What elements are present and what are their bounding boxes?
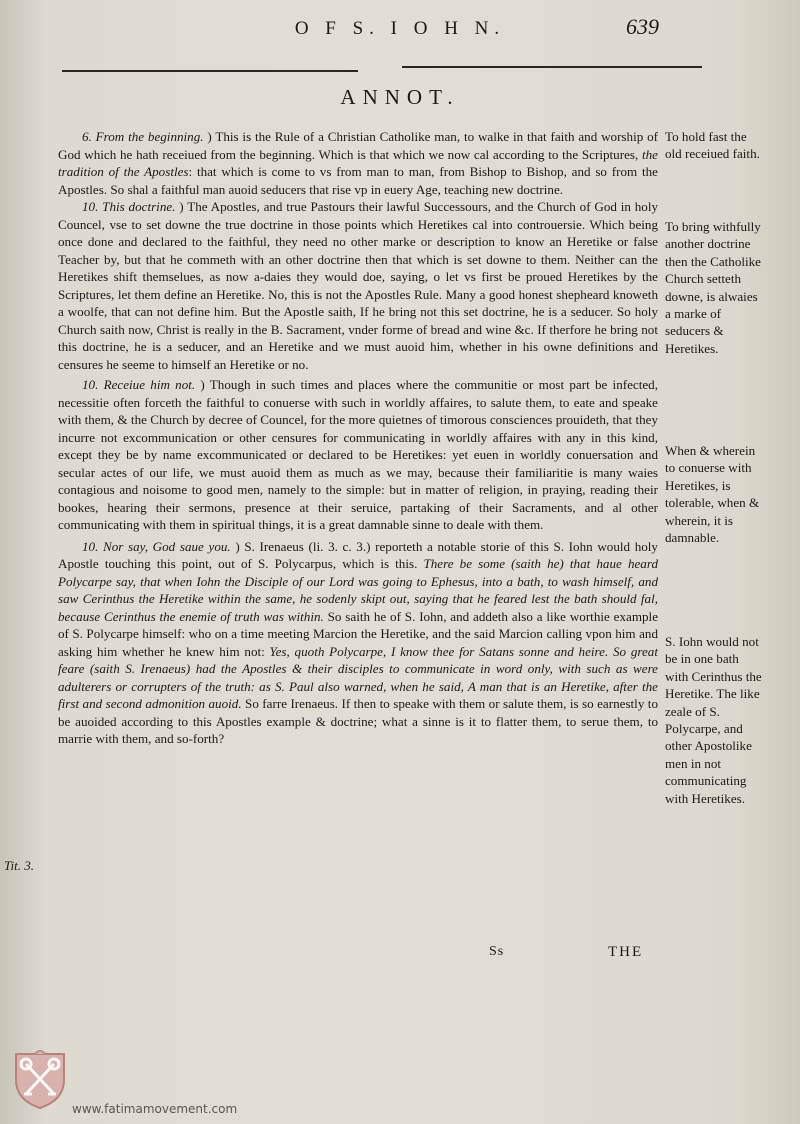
annotation-lemma: 10. Receiue him not. <box>82 377 196 392</box>
watermark-url: www.fatimamovement.com <box>72 1102 238 1116</box>
marginal-note: To bring withfully another doctrine then the Catholike Church setteth downe, is alwaies a marke of seducers & Heretikes. <box>665 219 761 356</box>
annotation-quote: Yes, quoth Polycarpe, I know thee for Satans sonne and heire. So great feare (saith S. Irenaeus) had the Apostles & their disciples to communicate in word only, with such as were adulterers or corrupters of the truth: as S. Paul also warned, when he said, A man that is an Heretike, after the first and second admonition auoid. <box>58 643 658 711</box>
annotation-paragraph <box>58 128 658 198</box>
annotation-text: : that which is come to vs from man to man, from Bishop to Bishop, and so from the Apostles. So shal a faithful man auoid seducers that rise vp in euery Age, teaching new doctrine. <box>58 164 658 197</box>
running-head: O F S. I O H N. <box>294 18 506 39</box>
section-title: ANNOT. <box>340 85 460 109</box>
marginal-note: To hold fast the old receiued faith. <box>665 129 760 162</box>
annotation-paragraph <box>58 376 658 534</box>
marginal-note: When & wherein to conuerse with Heretikes, is tolerable, when & wherein, it is damnable. <box>665 443 760 546</box>
scripture-reference: Tit. 3. <box>4 858 34 873</box>
annotation-text: ) S. Irenaeus (li. 3. c. 3.) reporteth a notable storie of this S. Iohn would holy Apostle touching this point, out of S. Polycarpus, which is this. <box>58 538 658 571</box>
annotation-quote: the tradition of the Apostles <box>58 146 658 179</box>
annotation-quote: There be some (saith he) that haue heard Polycarpe say, that when Iohn the Disciple of our Lord was going to Ephesus, into a bath, to wash himself, and saw Cerinthus the Heretike within the same, he sodenly skipt out, saying that he feared lest the bath should fal, because Cerinthus the enemie of truth was within. <box>58 556 659 624</box>
annotation-text: So farre Irenaeus. If then to speake with them or salute them, is so earnestly to be auoided according to this Apostles example & doctrine; what a sinne is it to flatter them, to serue them, to marrie with them, and so-forth? <box>58 696 658 746</box>
annotation-body <box>58 128 658 751</box>
annotation-text: ) The Apostles, and true Pastours their lawful Successours, and the Church of God in holy Councel, vse to set downe the true doctrine in those points which Heretikes cal into controuersie. Which being once done and declared to the faithful, they need no other marke or description to know an Heretike or false Teacher by, but that he commeth with an other doctrine then that which is set downe to them. Neither can the Heretikes shift themselues, as now a-daies they would doe, saying, o let vs first be proued Heretikes by the Scriptures, let them define an Heretike. No, this is not the Apostles Rule. Many a good honest shepheard knoweth a woolfe, that can not define him. But the Apostle saith, If he bring not this set doctrine, he is a seducer. So holy Church saith now, Christ is really in the B. Sacrament, vnder forme of bread and wine &c. If therfore he bring not this doctrine, he is a seducer, and an Heretike and we must auoid him, whether in his owne definitions and censures he seeme to himself an Heretike or no. <box>58 199 659 372</box>
annotation-paragraph <box>58 538 658 748</box>
header-rule-right <box>402 66 702 68</box>
annotation-lemma: 6. From the beginning. <box>82 129 204 144</box>
annotation-text: So saith he of S. Iohn, and addeth also a like worthie example of S. Polycarpe himself: who on a time meeting Marcion the Heretike, and the said Marcion calling vpon him and asking him whether he knew him not: <box>58 608 659 659</box>
header-rule-left <box>62 70 358 72</box>
annotation-lemma: 10. Nor say, God saue you. <box>82 538 231 554</box>
marginal-note: S. Iohn would not be in one bath with Cerinthus the Heretike. The like zeale of S. Polycarpe, and other Apostolike men in not communicating with Heretikes. <box>665 634 762 806</box>
annotation-text: ) This is the Rule of a Christian Catholike man, to walke in that faith and worship of God which he hath receiued from the beginning. Which is that which we now cal according to the Scriptures, <box>58 129 658 162</box>
page-number: 639 <box>626 14 659 39</box>
annotation-lemma: 10. This doctrine. <box>82 199 176 214</box>
catchword: THE <box>608 944 644 960</box>
annotation-text: ) Though in such times and places where the communitie or most part be infected, necessitie often forceth the faithful to conuerse with such in worldly affaires, to salute them, to eate and speake with them, & the Church by decree of Councel, for the more quietnes of timorous consciences prouideth, that they incurre not excommunication or other censures for communicating in worldly affaires with any in this kind, except they be by name excommunicated or declared to be Heretikes: yet euen in worldly conuersation and secular actes of our life, we must auoid them as much as we may, because their familiaritie is many waies contagious and noisome to good men, namely to the simple: but in matter of religion, in praying, reading their bookes, hearing their sermons, presence at their seruice, partaking of their Sacraments, and al other communicating with them in spiritual things, it is a great damnable sinne to deale with them. <box>58 377 658 532</box>
signature-mark: Ss <box>489 944 505 959</box>
papal-keys-shield-logo <box>12 1050 68 1110</box>
annotation-paragraph <box>58 198 658 373</box>
